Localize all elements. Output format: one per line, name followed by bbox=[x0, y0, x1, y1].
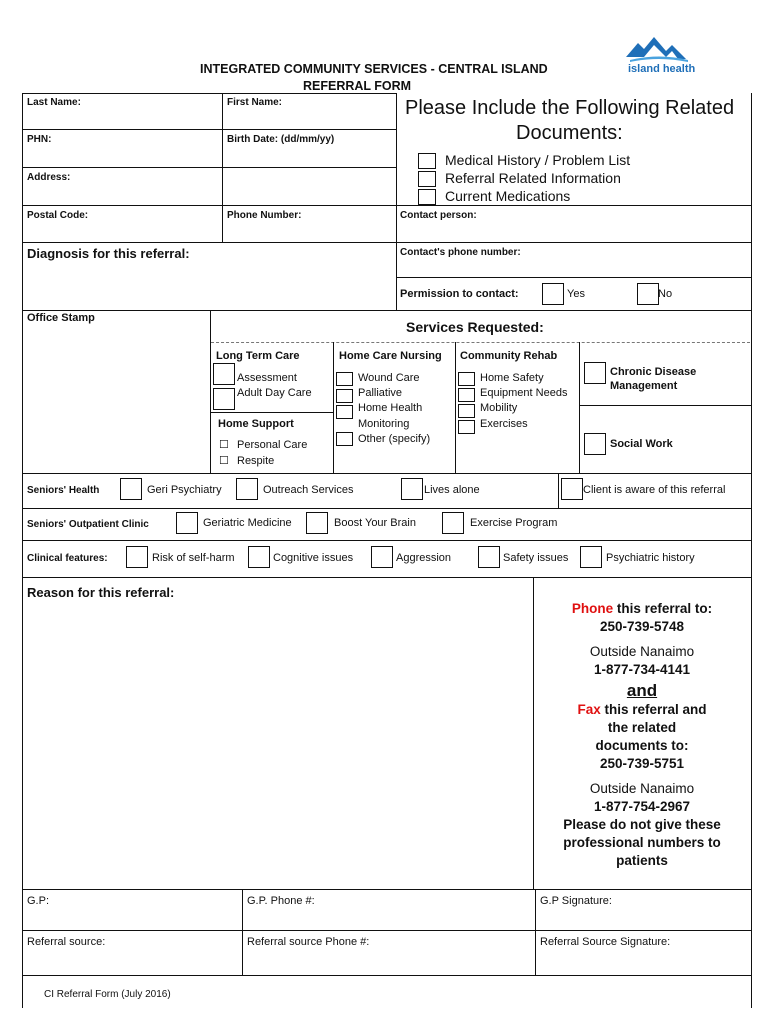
phone-rest: this referral to: bbox=[613, 601, 713, 616]
respite-checkbox[interactable]: ☐ bbox=[219, 455, 229, 467]
clinical-item: Aggression bbox=[396, 552, 452, 564]
aggression-checkbox[interactable] bbox=[371, 546, 393, 568]
geri-psychiatry-checkbox[interactable] bbox=[120, 478, 142, 500]
permission-no-checkbox[interactable] bbox=[637, 283, 659, 305]
docs-title-line2: Documents: bbox=[516, 122, 623, 144]
assessment-checkbox[interactable] bbox=[213, 363, 235, 385]
last-name-field[interactable]: Last Name: bbox=[27, 97, 81, 108]
home-support-item: Respite bbox=[237, 455, 275, 467]
rehab-title: Community Rehab bbox=[460, 350, 558, 362]
mountain-logo-icon bbox=[624, 33, 694, 63]
exercises-checkbox[interactable] bbox=[458, 420, 475, 434]
hcn-item: Other (specify) bbox=[358, 433, 431, 445]
rehab-item: Exercises bbox=[480, 418, 528, 430]
clinical-item: Psychiatric history bbox=[606, 552, 695, 564]
seniors-health-item: Outreach Services bbox=[263, 484, 354, 496]
outreach-services-checkbox[interactable] bbox=[236, 478, 258, 500]
home-health-checkbox[interactable] bbox=[336, 405, 353, 419]
rehab-item: Equipment Needs bbox=[480, 387, 568, 399]
form-title: REFERRAL FORM bbox=[303, 79, 412, 93]
note-line-2: professional numbers to bbox=[563, 835, 721, 850]
birth-date-field[interactable]: Birth Date: (dd/mm/yy) bbox=[227, 134, 335, 145]
seniors-outpatient-item: Boost Your Brain bbox=[334, 517, 416, 529]
hcn-item: Wound Care bbox=[358, 372, 420, 384]
boost-your-brain-checkbox[interactable] bbox=[306, 512, 328, 534]
logo-text: island health bbox=[628, 63, 696, 75]
note-line-1: Please do not give these bbox=[563, 817, 721, 832]
hcn-item: Palliative bbox=[358, 387, 403, 399]
contact-person-field[interactable]: Contact person: bbox=[400, 210, 477, 221]
seniors-outpatient-item: Geriatric Medicine bbox=[203, 517, 292, 529]
referral-phone-field[interactable]: Referral source Phone #: bbox=[247, 936, 370, 948]
seniors-health-item: Client is aware of this referral bbox=[583, 484, 726, 496]
mobility-checkbox[interactable] bbox=[458, 404, 475, 418]
palliative-checkbox[interactable] bbox=[336, 389, 353, 403]
first-name-field[interactable]: First Name: bbox=[227, 97, 283, 108]
seniors-outpatient-label: Seniors' Outpatient Clinic bbox=[27, 519, 149, 530]
phone-word: Phone bbox=[571, 601, 614, 616]
contact-phone-field[interactable]: Contact's phone number: bbox=[400, 247, 521, 258]
adult-day-care-checkbox[interactable] bbox=[213, 388, 235, 410]
chronic-disease-label-2: Management bbox=[610, 380, 678, 392]
hcn-item: Monitoring bbox=[358, 418, 410, 430]
risk-self-harm-checkbox[interactable] bbox=[126, 546, 148, 568]
wound-care-checkbox[interactable] bbox=[336, 372, 353, 386]
referral-signature-field[interactable]: Referral Source Signature: bbox=[540, 936, 671, 948]
clinical-item: Cognitive issues bbox=[273, 552, 354, 564]
gp-signature-field[interactable]: G.P Signature: bbox=[540, 895, 612, 907]
form-version-note: CI Referral Form (July 2016) bbox=[44, 989, 171, 1000]
postal-code-field[interactable]: Postal Code: bbox=[27, 210, 89, 221]
seniors-health-item: Geri Psychiatry bbox=[147, 484, 222, 496]
safety-issues-checkbox[interactable] bbox=[478, 546, 500, 568]
address-field[interactable]: Address: bbox=[27, 172, 71, 183]
home-support-title: Home Support bbox=[218, 418, 294, 430]
referral-source-field[interactable]: Referral source: bbox=[27, 936, 106, 948]
cognitive-issues-checkbox[interactable] bbox=[248, 546, 270, 568]
seniors-health-label: Seniors' Health bbox=[27, 485, 100, 496]
rehab-item: Mobility bbox=[480, 402, 518, 414]
referral-info-checkbox[interactable] bbox=[418, 171, 436, 187]
seniors-health-item: Lives alone bbox=[424, 484, 480, 496]
personal-care-checkbox[interactable]: ☐ bbox=[219, 439, 229, 451]
chronic-disease-checkbox[interactable] bbox=[584, 362, 606, 384]
docs-item: Current Medications bbox=[445, 188, 571, 204]
ltc-item: Adult Day Care bbox=[237, 387, 312, 399]
phn-field[interactable]: PHN: bbox=[27, 134, 52, 145]
social-work-checkbox[interactable] bbox=[584, 433, 606, 455]
permission-no-label: No bbox=[658, 288, 673, 300]
permission-label: Permission to contact: bbox=[400, 288, 519, 300]
phone-number-field[interactable]: Phone Number: bbox=[227, 210, 302, 221]
current-medications-checkbox[interactable] bbox=[418, 189, 436, 205]
fax-rest: this referral and bbox=[600, 702, 707, 717]
outside-nanaimo-1: Outside Nanaimo bbox=[589, 644, 695, 659]
ltc-item: Assessment bbox=[237, 372, 297, 384]
geriatric-medicine-checkbox[interactable] bbox=[176, 512, 198, 534]
permission-yes-checkbox[interactable] bbox=[542, 283, 564, 305]
fax-word: Fax bbox=[577, 702, 601, 717]
org-title: INTEGRATED COMMUNITY SERVICES - CENTRAL ISLAND bbox=[200, 62, 548, 76]
permission-yes-label: Yes bbox=[567, 288, 585, 300]
clinical-item: Risk of self-harm bbox=[152, 552, 235, 564]
outside-number-2: 1-877-754-2967 bbox=[593, 799, 691, 814]
fax-number: 250-739-5751 bbox=[599, 756, 685, 771]
office-stamp-label: Office Stamp bbox=[27, 312, 95, 324]
outside-number-1: 1-877-734-4141 bbox=[593, 662, 691, 677]
rehab-item: Home Safety bbox=[480, 372, 544, 384]
equipment-needs-checkbox[interactable] bbox=[458, 388, 475, 402]
client-aware-checkbox[interactable] bbox=[561, 478, 583, 500]
reason-label: Reason for this referral: bbox=[27, 585, 175, 600]
social-work-label: Social Work bbox=[610, 438, 673, 450]
exercise-program-checkbox[interactable] bbox=[442, 512, 464, 534]
hcn-item: Home Health bbox=[358, 402, 423, 414]
docs-item: Referral Related Information bbox=[445, 170, 621, 186]
home-support-item: Personal Care bbox=[237, 439, 308, 451]
contact-panel bbox=[533, 600, 751, 870]
psychiatric-history-checkbox[interactable] bbox=[580, 546, 602, 568]
medical-history-checkbox[interactable] bbox=[418, 153, 436, 169]
docs-item: Medical History / Problem List bbox=[445, 152, 631, 168]
home-safety-checkbox[interactable] bbox=[458, 372, 475, 386]
note-line-3: patients bbox=[616, 853, 668, 868]
hcn-title: Home Care Nursing bbox=[339, 350, 442, 362]
fax-line-2: the related bbox=[607, 720, 677, 735]
gp-phone-field[interactable]: G.P. Phone #: bbox=[247, 895, 315, 907]
outside-nanaimo-2: Outside Nanaimo bbox=[589, 781, 695, 796]
ltc-title: Long Term Care bbox=[216, 350, 300, 362]
lives-alone-checkbox[interactable] bbox=[401, 478, 423, 500]
phone-number: 250-739-5748 bbox=[599, 619, 685, 634]
and-label: and bbox=[626, 681, 658, 700]
docs-title-line1: Please Include the Following Related bbox=[405, 97, 735, 119]
seniors-outpatient-item: Exercise Program bbox=[470, 517, 558, 529]
fax-line-3: documents to: bbox=[595, 738, 689, 753]
clinical-item: Safety issues bbox=[503, 552, 569, 564]
other-specify-checkbox[interactable] bbox=[336, 432, 353, 446]
chronic-disease-label-1: Chronic Disease bbox=[610, 366, 697, 378]
gp-field[interactable]: G.P: bbox=[27, 895, 50, 907]
island-health-logo bbox=[624, 33, 694, 77]
services-title: Services Requested: bbox=[406, 319, 544, 335]
clinical-features-label: Clinical features: bbox=[27, 553, 108, 564]
diagnosis-label: Diagnosis for this referral: bbox=[27, 246, 190, 261]
